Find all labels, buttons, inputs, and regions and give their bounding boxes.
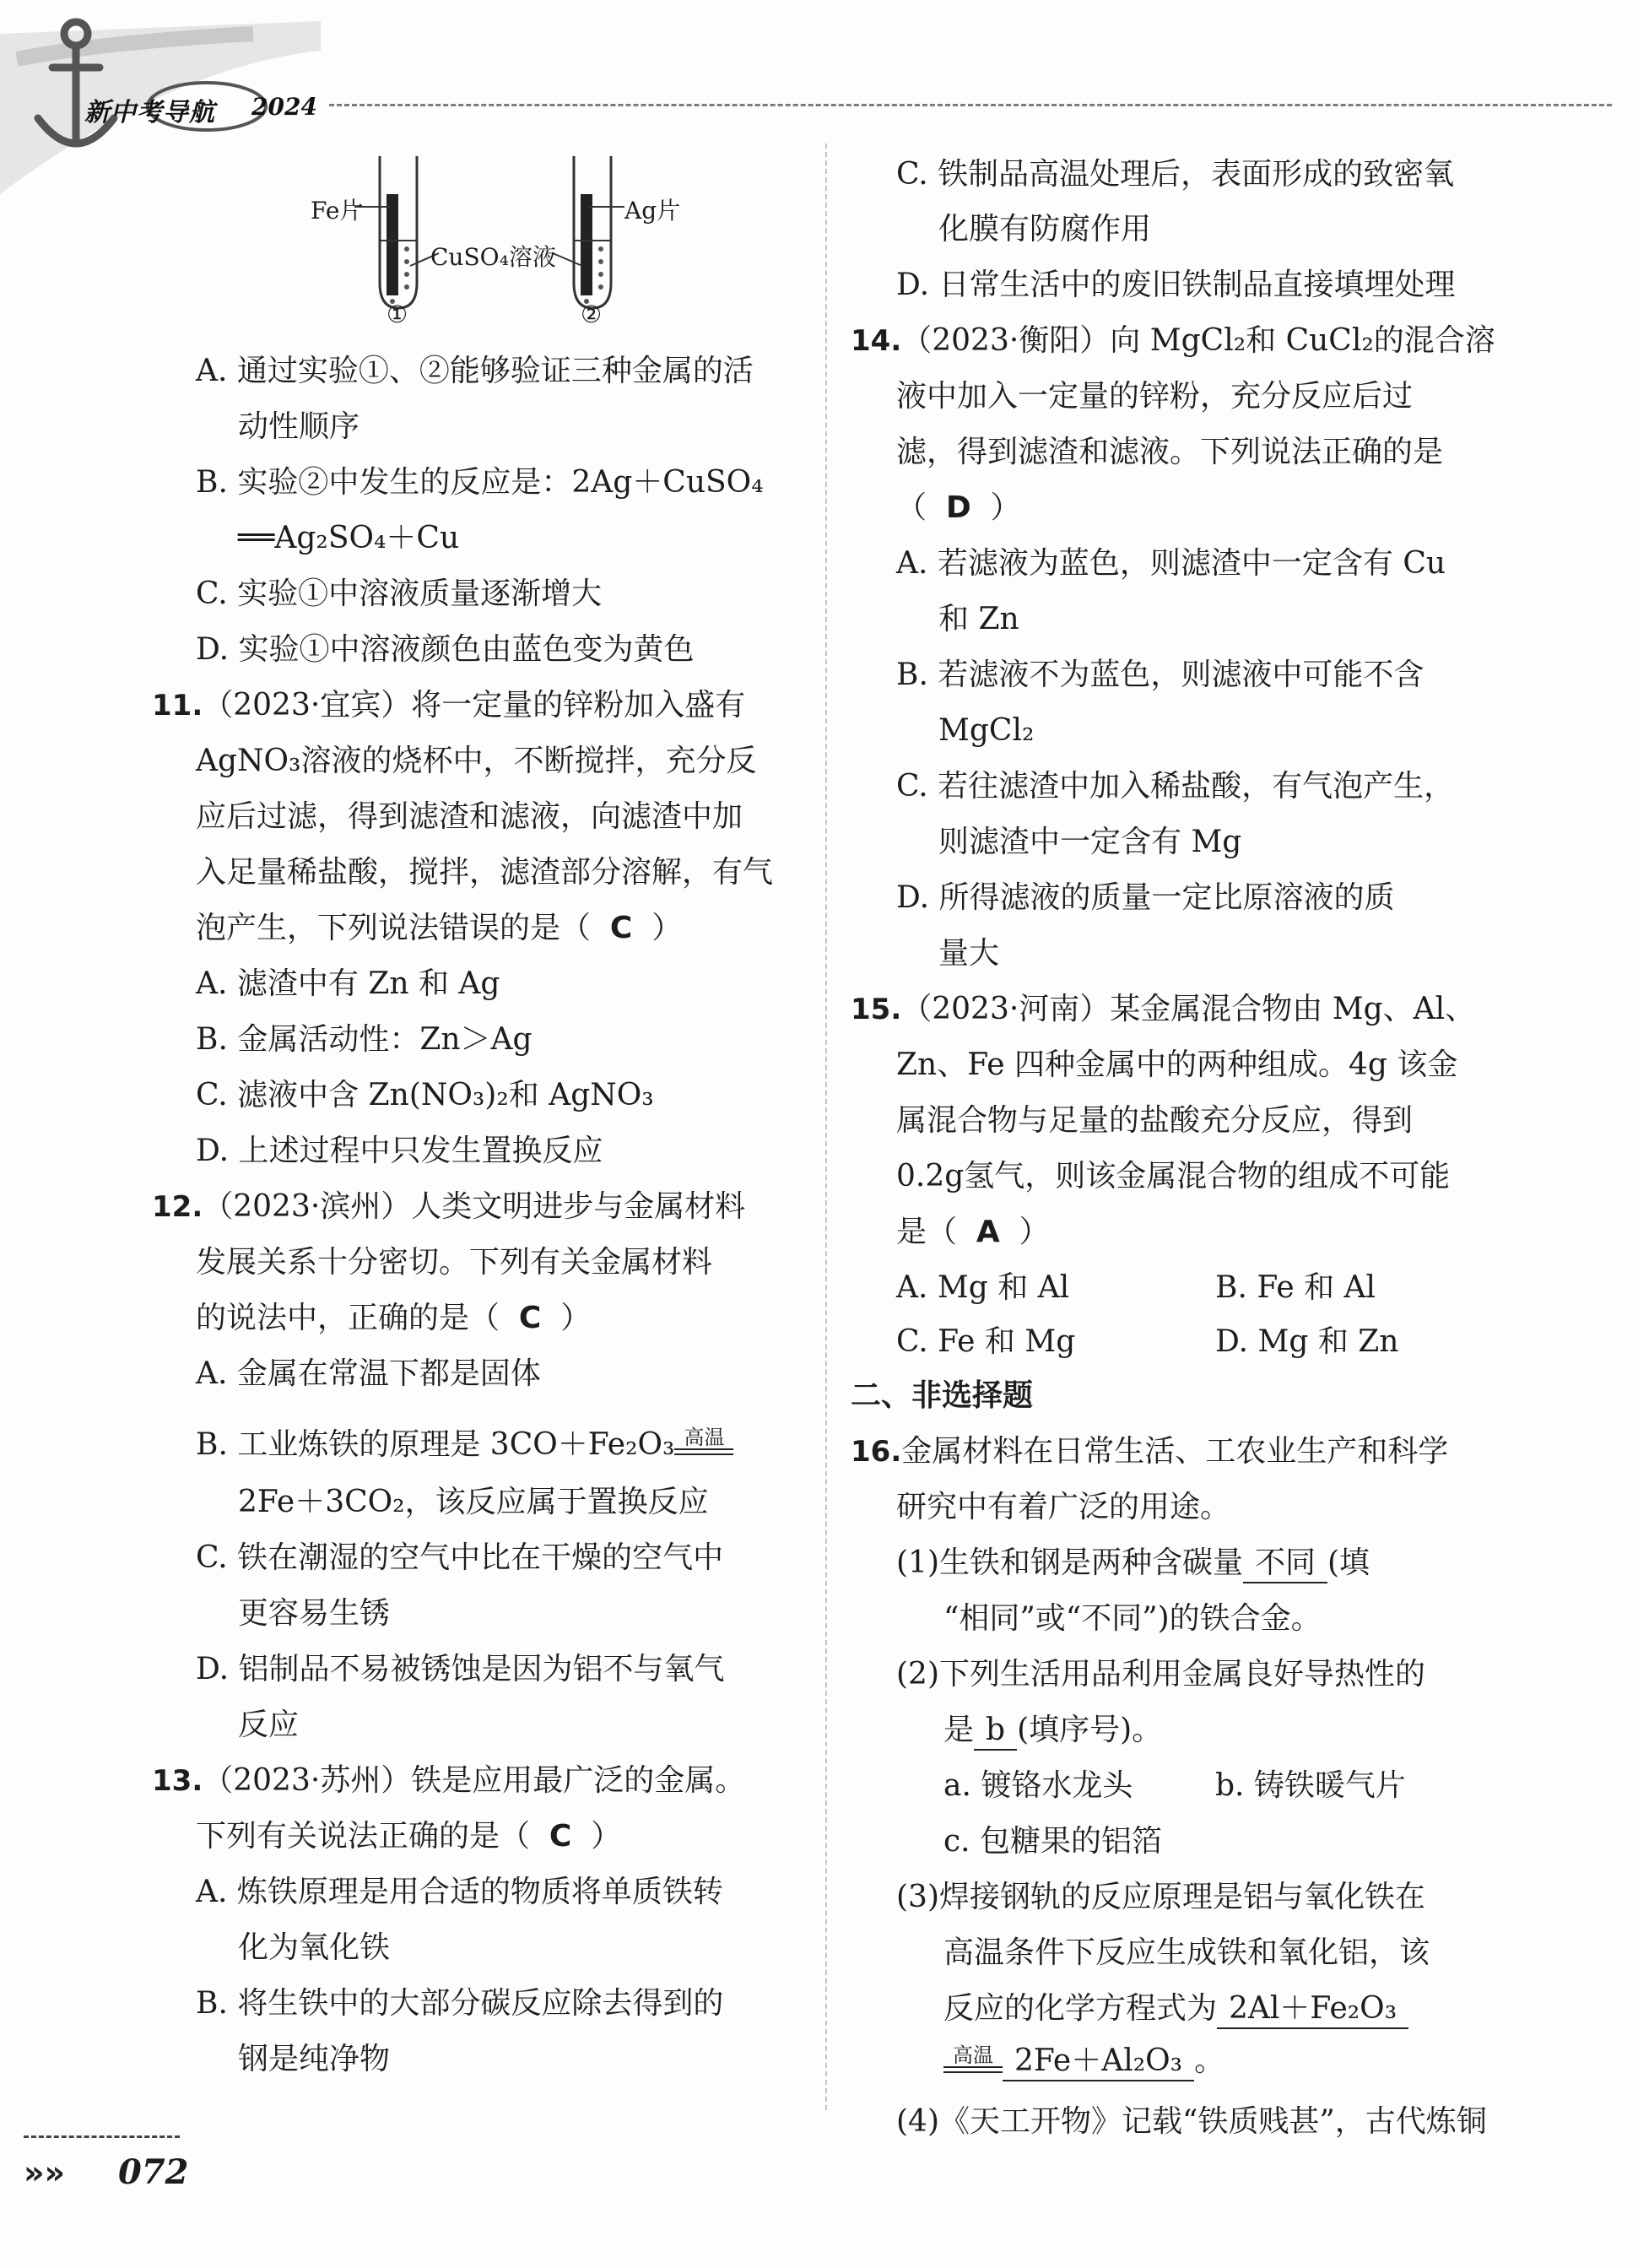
q14-line-3: 滤，得到滤渣和滤液。下列说法正确的是 <box>896 435 1444 469</box>
q14-question: 14.（2023·衡阳）向 MgCl₂和 CuCl₂的混合溶 <box>851 323 1495 358</box>
page-number: 072 <box>118 2152 189 2192</box>
q15-option-b: B. Fe 和 Al <box>1215 1270 1376 1305</box>
q11-line-5: 泡产生，下列说法错误的是（ C ） <box>196 911 683 945</box>
q16-part-2: (2)下列生活用品利用金属良好导热性的 <box>896 1657 1425 1692</box>
book-year: 2024 <box>251 93 317 121</box>
q10-option-b: B. 实验②中发生的反应是：2Ag＋CuSO₄ <box>196 465 764 500</box>
q16-2-answer-blank: b <box>974 1712 1017 1751</box>
q11-answer: C <box>609 911 633 945</box>
q15-question: 15.（2023·河南）某金属混合物由 Mg、Al、 <box>851 992 1476 1026</box>
q15-line-4: 0.2g氢气，则该金属混合物的组成不可能 <box>896 1159 1451 1194</box>
q12-line-2: 发展关系十分密切。下列有关金属材料 <box>196 1245 713 1280</box>
footer-arrows-icon: »» <box>24 2154 66 2191</box>
q15-option-a: A. Mg 和 Al <box>896 1270 1070 1305</box>
q12-option-c: C. 铁在潮湿的空气中比在干燥的空气中 <box>196 1540 724 1575</box>
q16-part-3-line-4: 高温 2Fe＋Al₂O₃ 。 <box>943 2043 1224 2081</box>
q13-line-2: 下列有关说法正确的是（ C ） <box>196 1819 622 1854</box>
q16-part-4: (4)《天工开物》记载“铁质贱甚”，古代炼铜 <box>896 2104 1487 2139</box>
book-title: 新中考导航 <box>84 98 215 127</box>
footer-dashed-rule <box>24 2135 180 2138</box>
q14-option-c: C. 若往滤渣中加入稀盐酸，有气泡产生， <box>896 769 1455 804</box>
q16-2-option-a: a. 镀铬水龙头 <box>943 1768 1133 1803</box>
q10-option-c: C. 实验①中溶液质量逐渐增大 <box>196 576 603 611</box>
q13-option-a-cont: 化为氧化铁 <box>238 1930 391 1965</box>
q13-option-d: D. 日常生活中的废旧铁制品直接填埋处理 <box>896 268 1456 302</box>
q12-number: 12. <box>152 1190 203 1224</box>
q16-number: 16. <box>851 1435 902 1469</box>
q14-option-b-cont: MgCl₂ <box>938 713 1035 748</box>
q10-option-a-cont: 动性顺序 <box>238 409 360 444</box>
q16-3-answer-blank-1: 2Al＋Fe₂O₃ <box>1217 1990 1408 2029</box>
q14-option-a: A. 若滤液为蓝色，则滤渣中一定含有 Cu <box>896 546 1446 581</box>
q12-option-c-cont: 更容易生锈 <box>238 1596 391 1631</box>
q16-part-1: (1)生铁和钢是两种含碳量 不同 (填 <box>896 1545 1370 1583</box>
q12-line-3: 的说法中，正确的是（ C ） <box>196 1301 592 1335</box>
q11-line-4: 入足量稀盐酸，搅拌，滤渣部分溶解，有气 <box>196 855 774 890</box>
q11-option-d: D. 上述过程中只发生置换反应 <box>196 1134 603 1168</box>
header-dashed-rule <box>329 104 1612 106</box>
q15-option-c: C. Fe 和 Mg <box>896 1324 1076 1359</box>
fe-strip-label: Fe片 <box>311 197 364 225</box>
q12-option-b-cont: 2Fe＋3CO₂，该反应属于置换反应 <box>238 1485 709 1519</box>
q15-line-2: Zn、Fe 四种金属中的两种组成。4g 该金 <box>896 1047 1458 1082</box>
q16-part-3-line-3: 反应的化学方程式为 2Al＋Fe₂O₃ <box>943 1990 1408 2029</box>
q12-option-d-cont: 反应 <box>238 1708 300 1742</box>
q16-2-option-b: b. 铸铁暖气片 <box>1215 1768 1406 1803</box>
column-divider <box>825 143 827 2110</box>
q16-question: 16.金属材料在日常生活、工农业生产和科学 <box>851 1434 1449 1469</box>
q16-part-1-cont: “相同”或“不同”)的铁合金。 <box>943 1601 1322 1636</box>
solution-label: CuSO₄溶液 <box>430 243 556 271</box>
q12-answer: C <box>518 1301 542 1335</box>
q13-option-a: A. 炼铁原理是用合适的物质将单质铁转 <box>196 1875 723 1909</box>
q13-option-b-cont: 钢是纯净物 <box>238 2042 391 2076</box>
q13-option-c-cont: 化膜有防腐作用 <box>938 212 1152 246</box>
q10-option-d: D. 实验①中溶液颜色由蓝色变为黄色 <box>196 632 695 667</box>
q16-part-3-line-2: 高温条件下反应生成铁和氧化铝，该 <box>943 1935 1430 1970</box>
q14-option-d-cont: 量大 <box>938 936 1000 971</box>
q11-line-3: 应后过滤，得到滤渣和滤液，向滤渣中加 <box>196 799 743 834</box>
q11-option-a: A. 滤渣中有 Zn 和 Ag <box>196 966 500 1001</box>
q16-1-answer-blank: 不同 <box>1243 1545 1327 1583</box>
q10-option-a: A. 通过实验①、②能够验证三种金属的活 <box>196 354 754 388</box>
q14-line-2: 液中加入一定量的锌粉，充分反应后过 <box>896 379 1414 414</box>
q14-option-d: D. 所得滤液的质量一定比原溶液的质 <box>896 880 1395 915</box>
q14-number: 14. <box>851 324 902 358</box>
q16-part-2-cont: 是 b (填序号)。 <box>943 1712 1162 1751</box>
q10-option-b-cont: ══Ag₂SO₄＋Cu <box>238 521 460 555</box>
q12-option-d: D. 铝制品不易被锈蚀是因为铝不与氧气 <box>196 1652 725 1686</box>
q15-line-5: 是（ A ） <box>896 1215 1050 1249</box>
q15-number: 15. <box>851 993 902 1026</box>
q16-3-answer-blank-2: 2Fe＋Al₂O₃ <box>1003 2043 1194 2081</box>
q14-option-a-cont: 和 Zn <box>938 602 1019 636</box>
q13-question: 13.（2023·苏州）铁是应用最广泛的金属。 <box>152 1763 746 1798</box>
q14-answer-line: （ D ） <box>896 490 1021 525</box>
ag-strip-label: Ag片 <box>624 197 681 225</box>
q12-question: 12.（2023·滨州）人类文明进步与金属材料 <box>152 1189 746 1224</box>
tube-2-label: ② <box>581 300 603 328</box>
q11-number: 11. <box>152 689 203 723</box>
q13-number: 13. <box>152 1764 203 1798</box>
tube-1-label: ① <box>387 300 408 328</box>
q16-part-3: (3)焊接钢轨的反应原理是铝与氧化铁在 <box>896 1880 1425 1914</box>
q14-option-b: B. 若滤液不为蓝色，则滤液中可能不含 <box>896 658 1424 692</box>
q11-option-c: C. 滤液中含 Zn(NO₃)₂和 AgNO₃ <box>196 1078 654 1112</box>
high-temp-condition: 高温 <box>674 1426 733 1464</box>
q13-option-c: C. 铁制品高温处理后，表面形成的致密氧 <box>896 157 1455 192</box>
q16-2-option-c: c. 包糖果的铝箔 <box>943 1824 1163 1859</box>
q12-option-b: B. 工业炼铁的原理是 3CO＋Fe₂O₃ 高温 <box>196 1426 733 1464</box>
q12-option-a: A. 金属在常温下都是固体 <box>196 1356 541 1391</box>
q14-answer: D <box>945 490 971 525</box>
q13-answer: C <box>549 1819 572 1854</box>
section-heading: 二、非选择题 <box>851 1378 1034 1413</box>
q16-high-temp-condition: 高温 <box>943 2044 1003 2081</box>
q15-line-3: 属混合物与足量的盐酸充分反应，得到 <box>896 1103 1414 1138</box>
q11-question: 11.（2023·宜宾）将一定量的锌粉加入盛有 <box>152 688 746 723</box>
q16-line-2: 研究中有着广泛的用途。 <box>896 1490 1231 1524</box>
q11-line-2: AgNO₃溶液的烧杯中，不断搅拌，充分反 <box>196 744 757 778</box>
q15-option-d: D. Mg 和 Zn <box>1215 1324 1399 1359</box>
q11-option-b: B. 金属活动性：Zn＞Ag <box>196 1022 532 1057</box>
q15-answer: A <box>976 1215 1000 1249</box>
q13-option-b: B. 将生铁中的大部分碳反应除去得到的 <box>196 1986 724 2021</box>
q14-option-c-cont: 则滤渣中一定含有 Mg <box>938 825 1242 859</box>
